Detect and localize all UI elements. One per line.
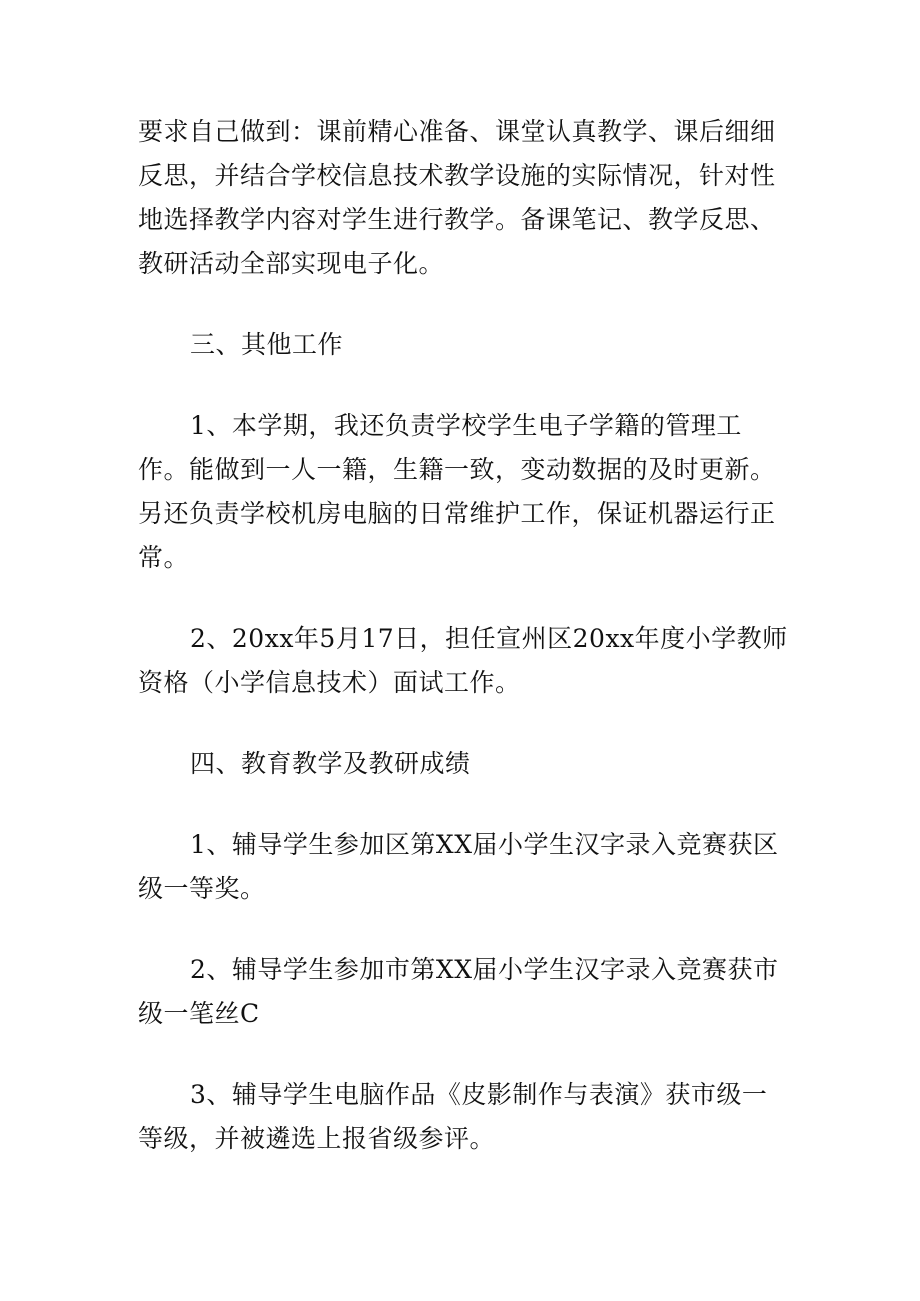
section-heading-achievements: 四、教育教学及教研成绩 <box>190 749 471 778</box>
paragraph-item: 2、辅导学生参加市第XX届小学生汉字录入竞赛获市级一笔丝C <box>138 955 779 1028</box>
paragraph-item: 1、辅导学生参加区第XX届小学生汉字录入竞赛获区级一等奖。 <box>138 830 779 903</box>
paragraph-continuation: 要求自己做到：课前精心准备、课堂认真教学、课后细细反思，并结合学校信息技术教学设施的实际情况，针对性地选择教学内容对学生进行教学。备课笔记、教学反思、教研活动全部实现电子化。 <box>138 117 776 278</box>
paragraph-item: 1、本学期，我还负责学校学生电子学籍的管理工作。能做到一人一籍，生籍一致，变动数据的及时更新。另还负责学校机房电脑的日常维护工作，保证机器运行正常。 <box>138 411 776 572</box>
section-heading-other-work: 三、其他工作 <box>190 330 344 359</box>
paragraph-item: 3、辅导学生电脑作品《皮影制作与表演》获市级一等级，并被遴选上报省级参评。 <box>138 1080 768 1153</box>
paragraph-item: 2、20xx年5月17日，担任宣州区20xx年度小学教师资格（小学信息技术）面试工作。 <box>138 624 788 697</box>
document-body <box>138 110 788 1161</box>
